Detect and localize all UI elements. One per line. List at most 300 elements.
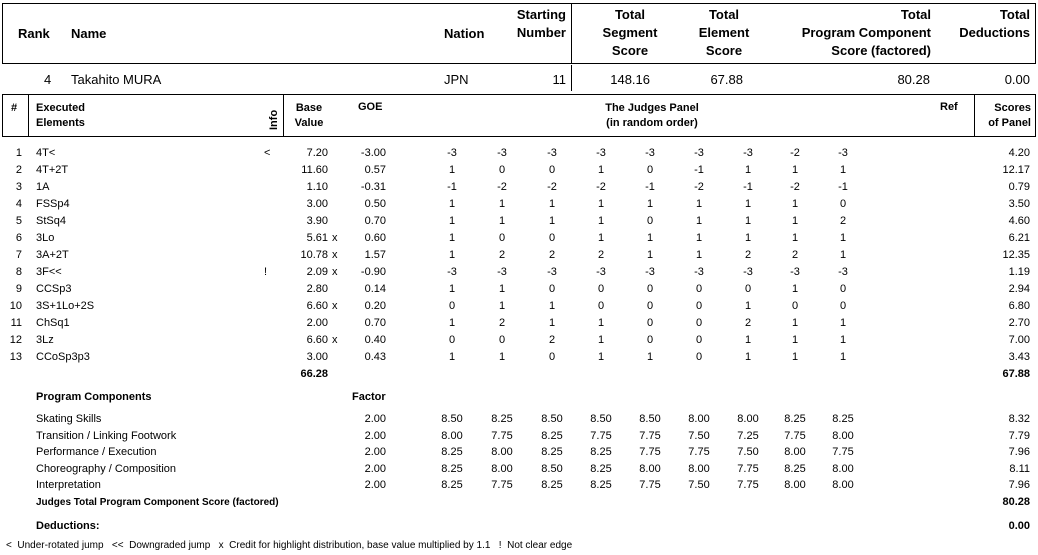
element-name: StSq4 <box>36 215 66 227</box>
element-num: 4 <box>15 198 22 210</box>
component-judge-score: 8.25 <box>590 479 612 491</box>
elements-header-box <box>2 94 1036 137</box>
element-base: 2.80 <box>306 283 328 295</box>
element-judge-score: 0 <box>548 164 556 176</box>
elements-col-base-line2: Value <box>294 117 324 129</box>
element-panel-score: 2.94 <box>1008 283 1030 295</box>
component-judge-score: 8.00 <box>784 479 806 491</box>
element-judge-score: 1 <box>695 215 703 227</box>
skater-name: Takahito MURA <box>71 72 162 87</box>
element-panel-score: 0.79 <box>1008 181 1030 193</box>
pcs-total-label: Judges Total Program Component Score (factored) <box>36 497 279 508</box>
elements-col-scores <box>978 101 1031 131</box>
element-bonus-x: x <box>332 249 338 261</box>
element-name: 3F<< <box>36 266 62 278</box>
element-judge-score: 2 <box>548 334 556 346</box>
element-judge-score: 1 <box>597 198 605 210</box>
element-goe: 0.70 <box>364 317 386 329</box>
elements-col-base <box>286 101 332 131</box>
element-num: 5 <box>15 215 22 227</box>
element-judge-score: 2 <box>744 317 752 329</box>
element-judge-score: -1 <box>694 164 704 176</box>
element-judge-score: 0 <box>498 232 506 244</box>
element-base: 11.60 <box>301 164 328 176</box>
element-judge-score: 1 <box>791 351 799 363</box>
deductions-label: Deductions: <box>36 520 100 532</box>
component-factor: 2.00 <box>364 413 386 425</box>
component-judge-score: 8.25 <box>832 413 854 425</box>
element-judge-score: -3 <box>547 266 557 278</box>
element-base: 2.00 <box>306 317 328 329</box>
element-judge-score: 1 <box>448 164 456 176</box>
component-name: Choreography / Composition <box>36 463 177 475</box>
header-pcs-line1: Total <box>900 7 931 22</box>
elements-col-base-line1: Base <box>295 102 323 114</box>
element-num: 11 <box>10 317 22 329</box>
component-panel-score: 7.79 <box>1008 430 1030 442</box>
header-name: Name <box>71 26 107 41</box>
element-judge-score: 2 <box>791 249 799 261</box>
skater-nation: JPN <box>444 72 469 87</box>
element-judge-score: 0 <box>695 300 703 312</box>
element-judge-score: 2 <box>839 215 847 227</box>
component-judge-score: 8.00 <box>491 463 513 475</box>
element-judge-score: 1 <box>498 351 506 363</box>
component-judge-score: 8.25 <box>590 446 612 458</box>
element-name: FSSp4 <box>36 198 70 210</box>
component-judge-score: 8.00 <box>832 463 854 475</box>
element-judge-score: 0 <box>839 283 847 295</box>
element-judge-score: 1 <box>646 232 654 244</box>
element-judge-score: 1 <box>646 249 654 261</box>
element-name: 3Lo <box>36 232 55 244</box>
element-judge-score: -3 <box>447 147 457 159</box>
element-judge-score: 0 <box>448 334 456 346</box>
component-name: Transition / Linking Footwork <box>36 430 177 442</box>
component-judge-score: 8.25 <box>784 413 806 425</box>
element-judge-score: 1 <box>498 300 506 312</box>
element-panel-score: 7.00 <box>1008 334 1030 346</box>
element-judge-score: 0 <box>839 300 847 312</box>
element-judge-score: 0 <box>646 164 654 176</box>
element-goe: -0.31 <box>360 181 386 193</box>
skater-tss: 148.16 <box>610 72 650 87</box>
element-judge-score: 1 <box>744 334 752 346</box>
element-goe: 0.43 <box>364 351 386 363</box>
element-judge-score: 0 <box>695 351 703 363</box>
component-judge-score: 8.25 <box>491 413 513 425</box>
element-goe: 0.14 <box>364 283 386 295</box>
element-judge-score: 1 <box>695 249 703 261</box>
element-judge-score: 1 <box>597 334 605 346</box>
element-goe: -0.90 <box>360 266 386 278</box>
component-judge-score: 8.25 <box>784 463 806 475</box>
component-judge-score: 7.75 <box>784 430 806 442</box>
element-judge-score: -3 <box>694 266 704 278</box>
element-goe: -3.00 <box>360 147 386 159</box>
header-tes-line3: Score <box>705 43 743 58</box>
element-judge-score: -2 <box>497 181 507 193</box>
component-judge-score: 7.50 <box>688 430 710 442</box>
element-judge-score: 1 <box>597 232 605 244</box>
element-judge-score: 1 <box>548 317 556 329</box>
element-judge-score: 0 <box>695 334 703 346</box>
elements-col-scores-line1: Scores <box>994 102 1031 114</box>
legend: < Under-rotated jump << Downgraded jump x Credit for highlight distribution, base value multiplied by 1.1 ! Not clear edge <box>6 540 573 551</box>
skater-starting-number: 11 <box>552 72 566 87</box>
element-panel-score: 1.19 <box>1008 266 1030 278</box>
element-judge-score: 1 <box>548 300 556 312</box>
elements-col-panel <box>570 101 734 131</box>
element-judge-score: 1 <box>695 232 703 244</box>
component-judge-score: 8.25 <box>590 463 612 475</box>
component-factor: 2.00 <box>364 430 386 442</box>
header-starting-number <box>480 6 566 42</box>
element-judge-score: -3 <box>447 266 457 278</box>
element-base: 3.00 <box>306 351 328 363</box>
component-name: Interpretation <box>36 479 101 491</box>
element-judge-score: 1 <box>839 317 847 329</box>
skater-deductions: 0.00 <box>1004 72 1030 87</box>
element-judge-score: 1 <box>839 249 847 261</box>
element-judge-score: 1 <box>791 198 799 210</box>
pcs-total-value: 80.28 <box>1002 496 1030 508</box>
element-judge-score: -3 <box>838 266 848 278</box>
element-name: 1A <box>36 181 50 193</box>
element-panel-score: 12.35 <box>1002 249 1030 261</box>
element-name: 4T< <box>36 147 56 159</box>
component-judge-score: 8.25 <box>541 430 563 442</box>
element-judge-score: 1 <box>744 351 752 363</box>
component-judge-score: 7.75 <box>491 430 513 442</box>
component-judge-score: 8.25 <box>441 446 463 458</box>
elements-col-scores-line2: of Panel <box>988 117 1031 129</box>
element-judge-score: 1 <box>448 249 456 261</box>
element-judge-score: 1 <box>791 334 799 346</box>
element-judge-score: 1 <box>744 215 752 227</box>
element-panel-score: 2.70 <box>1008 317 1030 329</box>
element-num: 6 <box>15 232 22 244</box>
element-judge-score: -3 <box>743 266 753 278</box>
element-judge-score: 0 <box>597 300 605 312</box>
element-judge-score: -3 <box>596 266 606 278</box>
component-judge-score: 8.50 <box>541 413 563 425</box>
elements-col-ref: Ref <box>940 101 958 113</box>
element-num: 13 <box>9 351 22 363</box>
element-judge-score: -1 <box>743 181 753 193</box>
element-judge-score: -2 <box>596 181 606 193</box>
element-base: 7.20 <box>306 147 328 159</box>
element-judge-score: -3 <box>497 147 507 159</box>
elements-col-executed <box>36 101 85 131</box>
element-name: 3S+1Lo+2S <box>36 300 95 312</box>
element-judge-score: -3 <box>547 147 557 159</box>
element-panel-score: 12.17 <box>1002 164 1030 176</box>
component-judge-score: 7.50 <box>688 479 710 491</box>
element-judge-score: 0 <box>597 283 605 295</box>
element-goe: 0.50 <box>364 198 386 210</box>
element-judge-score: 1 <box>448 198 456 210</box>
component-factor: 2.00 <box>364 463 386 475</box>
elements-col-panel-line2: (in random order) <box>606 117 698 129</box>
header-nation: Nation <box>444 26 485 41</box>
components-title: Program Components <box>36 391 152 403</box>
element-judge-score: 1 <box>646 351 654 363</box>
component-judge-score: 8.50 <box>639 413 661 425</box>
element-judge-score: 1 <box>839 164 847 176</box>
element-info: < <box>264 147 271 159</box>
element-name: 4T+2T <box>36 164 69 176</box>
element-judge-score: 1 <box>448 351 456 363</box>
element-judge-score: 0 <box>646 300 654 312</box>
element-base: 2.09 <box>306 266 328 278</box>
element-bonus-x: x <box>332 232 338 244</box>
component-panel-score: 7.96 <box>1008 446 1030 458</box>
component-judge-score: 8.25 <box>441 463 463 475</box>
element-judge-score: 2 <box>498 317 506 329</box>
header-tss-line1: Total <box>614 7 646 22</box>
component-judge-score: 8.00 <box>832 430 854 442</box>
element-num: 8 <box>15 266 22 278</box>
element-judge-score: 1 <box>548 215 556 227</box>
component-judge-score: 8.00 <box>441 430 463 442</box>
skater-tes: 67.88 <box>710 72 743 87</box>
element-judge-score: -3 <box>497 266 507 278</box>
element-judge-score: -3 <box>838 147 848 159</box>
element-judge-score: 0 <box>548 283 556 295</box>
element-judge-score: 1 <box>646 198 654 210</box>
element-judge-score: -3 <box>596 147 606 159</box>
component-judge-score: 7.75 <box>688 446 710 458</box>
element-judge-score: 1 <box>448 283 456 295</box>
header-pcs-line3: Score (factored) <box>831 43 931 58</box>
component-judge-score: 8.25 <box>541 446 563 458</box>
component-name: Skating Skills <box>36 413 102 425</box>
header-starting-line2: Number <box>516 25 566 40</box>
components-factor-header: Factor <box>352 391 386 403</box>
header-deductions <box>940 6 1030 42</box>
header-starting-line1: Starting <box>516 7 566 22</box>
component-judge-score: 8.00 <box>491 446 513 458</box>
element-judge-score: -1 <box>838 181 848 193</box>
element-base: 3.90 <box>306 215 328 227</box>
element-panel-score: 3.43 <box>1008 351 1030 363</box>
element-info: ! <box>264 266 268 278</box>
component-judge-score: 8.50 <box>541 463 563 475</box>
component-judge-score: 8.25 <box>441 479 463 491</box>
elements-divider-scores <box>974 94 975 137</box>
element-judge-score: -1 <box>447 181 457 193</box>
element-judge-score: 1 <box>791 164 799 176</box>
element-judge-score: 1 <box>498 198 506 210</box>
element-judge-score: 1 <box>448 317 456 329</box>
component-judge-score: 7.75 <box>639 446 661 458</box>
component-factor: 2.00 <box>364 479 386 491</box>
element-judge-score: -3 <box>645 147 655 159</box>
component-judge-score: 8.00 <box>832 479 854 491</box>
element-bonus-x: x <box>332 266 338 278</box>
element-judge-score: -2 <box>547 181 557 193</box>
element-judge-score: 2 <box>597 249 605 261</box>
element-num: 9 <box>15 283 22 295</box>
elements-divider-num <box>28 94 29 137</box>
element-judge-score: -1 <box>645 181 655 193</box>
header-rank: Rank <box>18 26 50 41</box>
element-name: 3A+2T <box>36 249 69 261</box>
element-judge-score: 1 <box>791 283 799 295</box>
element-base: 5.61 <box>306 232 328 244</box>
element-num: 3 <box>15 181 22 193</box>
element-judge-score: -3 <box>743 147 753 159</box>
element-judge-score: 0 <box>646 283 654 295</box>
element-goe: 0.40 <box>364 334 386 346</box>
element-judge-score: -3 <box>790 266 800 278</box>
element-judge-score: 0 <box>695 283 703 295</box>
component-panel-score: 7.96 <box>1008 479 1030 491</box>
element-judge-score: 0 <box>646 317 654 329</box>
element-num: 10 <box>9 300 22 312</box>
element-judge-score: 0 <box>646 215 654 227</box>
elements-col-panel-line1: The Judges Panel <box>605 102 699 114</box>
element-judge-score: 1 <box>791 215 799 227</box>
element-judge-score: 1 <box>597 215 605 227</box>
element-judge-score: 1 <box>498 283 506 295</box>
element-judge-score: 1 <box>597 164 605 176</box>
element-panel-score: 3.50 <box>1008 198 1030 210</box>
element-goe: 0.57 <box>364 164 386 176</box>
element-base: 6.60 <box>306 334 328 346</box>
component-judge-score: 8.50 <box>590 413 612 425</box>
element-judge-score: 1 <box>448 232 456 244</box>
element-name: 3Lz <box>36 334 54 346</box>
element-panel-score: 6.21 <box>1008 232 1030 244</box>
element-name: CCoSp3p3 <box>36 351 90 363</box>
element-num: 12 <box>9 334 22 346</box>
header-pcs-line2: Program Component <box>801 25 931 40</box>
element-name: CCSp3 <box>36 283 72 295</box>
elements-col-goe: GOE <box>358 101 383 113</box>
element-panel-score: 4.20 <box>1008 147 1030 159</box>
element-judge-score: 0 <box>791 300 799 312</box>
element-judge-score: 0 <box>548 351 556 363</box>
element-judge-score: 2 <box>548 249 556 261</box>
component-judge-score: 8.00 <box>737 413 759 425</box>
header-tss-line2: Segment <box>602 25 658 40</box>
component-judge-score: 7.75 <box>832 446 854 458</box>
element-judge-score: 1 <box>744 164 752 176</box>
skater-rank: 4 <box>44 72 52 87</box>
component-judge-score: 7.75 <box>737 463 759 475</box>
component-judge-score: 8.50 <box>441 413 463 425</box>
element-bonus-x: x <box>332 334 338 346</box>
element-judge-score: 1 <box>548 198 556 210</box>
element-judge-score: 1 <box>695 198 703 210</box>
element-goe: 0.20 <box>364 300 386 312</box>
elements-total-base: 66.28 <box>300 368 328 380</box>
element-judge-score: 0 <box>448 300 456 312</box>
element-judge-score: 0 <box>744 283 752 295</box>
component-panel-score: 8.32 <box>1008 413 1030 425</box>
skater-divider-nation <box>571 65 572 91</box>
header-tes-line1: Total <box>708 7 740 22</box>
element-judge-score: 1 <box>791 317 799 329</box>
element-goe: 0.60 <box>364 232 386 244</box>
component-judge-score: 7.50 <box>737 446 759 458</box>
element-judge-score: 1 <box>448 215 456 227</box>
element-num: 2 <box>15 164 22 176</box>
element-judge-score: 1 <box>597 317 605 329</box>
element-judge-score: 0 <box>548 232 556 244</box>
element-num: 7 <box>15 249 22 261</box>
element-base: 6.60 <box>306 300 328 312</box>
element-goe: 1.57 <box>364 249 386 261</box>
header-tss <box>580 6 680 60</box>
element-judge-score: 0 <box>695 317 703 329</box>
component-judge-score: 7.25 <box>737 430 759 442</box>
component-judge-score: 7.75 <box>639 430 661 442</box>
elements-col-num: # <box>11 102 18 114</box>
deductions-value: 0.00 <box>1008 520 1030 532</box>
element-bonus-x: x <box>332 300 338 312</box>
element-judge-score: 1 <box>597 351 605 363</box>
elements-divider-info <box>283 94 284 137</box>
element-judge-score: 1 <box>498 215 506 227</box>
elements-total-score: 67.88 <box>1002 368 1030 380</box>
element-judge-score: 2 <box>498 249 506 261</box>
element-base: 3.00 <box>306 198 328 210</box>
component-judge-score: 7.75 <box>590 430 612 442</box>
element-judge-score: 1 <box>744 232 752 244</box>
header-pcs <box>770 6 931 60</box>
element-judge-score: -3 <box>645 266 655 278</box>
component-judge-score: 8.25 <box>541 479 563 491</box>
header-tes-line2: Element <box>698 25 750 40</box>
component-name: Performance / Execution <box>36 446 157 458</box>
elements-col-info: Info <box>268 109 280 130</box>
element-goe: 0.70 <box>364 215 386 227</box>
element-judge-score: -2 <box>790 147 800 159</box>
element-judge-score: -2 <box>694 181 704 193</box>
element-judge-score: -3 <box>694 147 704 159</box>
element-judge-score: 0 <box>646 334 654 346</box>
element-base: 1.10 <box>306 181 328 193</box>
element-judge-score: 1 <box>791 232 799 244</box>
header-deductions-line1: Total <box>999 7 1030 22</box>
element-judge-score: 2 <box>744 249 752 261</box>
component-factor: 2.00 <box>364 446 386 458</box>
element-judge-score: 0 <box>498 334 506 346</box>
header-divider-nation <box>571 3 572 64</box>
element-num: 1 <box>15 147 22 159</box>
header-tes <box>674 6 774 60</box>
component-judge-score: 7.75 <box>639 479 661 491</box>
elements-col-executed-line2: Elements <box>36 117 85 129</box>
skater-pcs: 80.28 <box>897 72 930 87</box>
header-tss-line3: Score <box>611 43 649 58</box>
component-judge-score: 8.00 <box>639 463 661 475</box>
element-panel-score: 6.80 <box>1008 300 1030 312</box>
component-judge-score: 7.75 <box>737 479 759 491</box>
element-judge-score: 1 <box>839 334 847 346</box>
component-judge-score: 8.00 <box>688 413 710 425</box>
element-judge-score: 1 <box>839 351 847 363</box>
component-judge-score: 8.00 <box>784 446 806 458</box>
component-judge-score: 8.00 <box>688 463 710 475</box>
element-judge-score: 1 <box>744 198 752 210</box>
element-judge-score: 1 <box>744 300 752 312</box>
header-deductions-line2: Deductions <box>959 25 1030 40</box>
element-judge-score: 0 <box>498 164 506 176</box>
